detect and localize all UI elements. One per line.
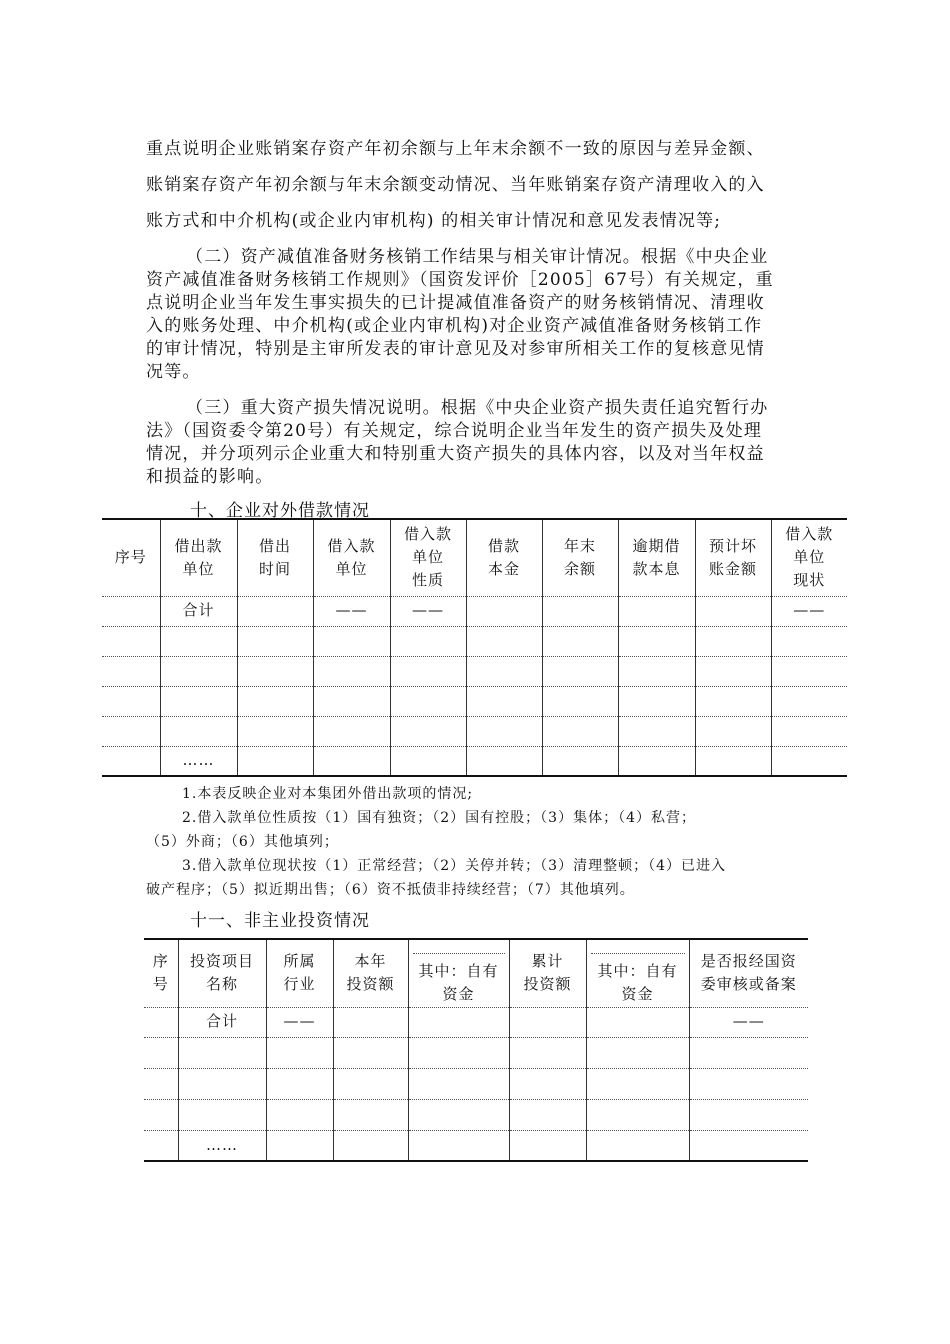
total-row (144, 1007, 808, 1037)
para-line: 的审计情况，特别是主审所发表的审计意见及对参审所相关工作的复核意见情 (146, 339, 765, 359)
header-cell: 是否报经国资 委审核或备案 (689, 939, 808, 1007)
header-cell: 借入款 单位 现状 (771, 519, 847, 596)
header-cell: 本年 投资额 (333, 939, 408, 1007)
para-line: 重点说明企业账销案存资产年初余额与上年末余额不一致的原因与差异金额、 (146, 139, 765, 159)
table-cell (237, 596, 313, 626)
para-line: 账销案存资产年初余额与年末余额变动情况、当年账销案存资产清理收入的入 (146, 175, 765, 195)
table-cell (509, 1007, 586, 1037)
para-line: （二）资产减值准备财务核销工作结果与相关审计情况。根据《中央企业 (186, 247, 769, 267)
table-header-row (102, 519, 847, 596)
note-line: 2.借入款单位性质按（1）国有独资；（2）国有控股；（3）集体；（4）私营； (182, 810, 696, 826)
total-row (102, 596, 847, 626)
table-cell: 合计 (178, 1007, 266, 1037)
ellipsis-row (102, 746, 847, 776)
header-cell: 序 号 (144, 939, 178, 1007)
table-cell: —— (313, 596, 390, 626)
loan-table (102, 518, 847, 777)
header-cell: 其中：自有 资金 (586, 939, 689, 1007)
ellipsis-cell: …… (160, 746, 237, 776)
ellipsis-cell: …… (178, 1130, 266, 1161)
table-row (102, 686, 847, 716)
table-row (102, 656, 847, 686)
note-line: 破产程序；（5）拟近期出售；（6）资不抵债非持续经营；（7）其他填列。 (146, 882, 635, 898)
para-line: 和损益的影响。 (146, 467, 274, 487)
header-cell: 借入款 单位 (313, 519, 390, 596)
header-cell: 预计坏 账金额 (695, 519, 771, 596)
table-cell: —— (689, 1007, 808, 1037)
paragraph-3 (146, 397, 806, 489)
header-cell: 借出款 单位 (160, 519, 237, 596)
ellipsis-row (144, 1130, 808, 1161)
paragraph-2 (146, 246, 806, 384)
para-line: 情况，并分项列示企业重大和特别重大资产损失的具体内容，以及对当年权益 (146, 444, 765, 464)
table-cell (144, 1007, 178, 1037)
loan-table-notes (146, 782, 810, 902)
section-11-title: 十一、非主业投资情况 (190, 911, 370, 931)
header-cell: 累计 投资额 (509, 939, 586, 1007)
table-cell (618, 596, 695, 626)
table-cell: 合计 (160, 596, 237, 626)
header-cell: 投资项目 名称 (178, 939, 266, 1007)
note-line: （5）外商；（6）其他填列； (146, 834, 339, 850)
paragraph-1 (146, 138, 806, 232)
table-cell (542, 596, 618, 626)
table-cell (586, 1007, 689, 1037)
table-cell (695, 596, 771, 626)
table-cell: —— (771, 596, 847, 626)
para-line: 况等。 (146, 362, 201, 382)
table-cell: —— (266, 1007, 333, 1037)
note-line: 3.借入款单位现状按（1）正常经营；（2）关停并转；（3）清理整顿；（4）已进入 (182, 858, 726, 874)
table-row (144, 1099, 808, 1130)
para-line: 点说明企业当年发生事实损失的已计提减值准备资产的财务核销情况、清理收 (146, 293, 765, 313)
table-row (102, 716, 847, 746)
table-row (144, 1068, 808, 1099)
section-10-title: 十、企业对外借款情况 (190, 501, 370, 521)
header-cell: 年末 余额 (542, 519, 618, 596)
para-line: 资产减值准备财务核销工作规则》（国资发评价［2005］67号）有关规定，重 (146, 270, 774, 290)
table-cell (408, 1007, 509, 1037)
header-cell: 逾期借 款本息 (618, 519, 695, 596)
para-line: 入的账务处理、中介机构(或企业内审机构)对企业资产减值准备财务核销工作 (146, 316, 763, 336)
header-cell: 其中：自有 资金 (408, 939, 509, 1007)
para-line: （三）重大资产损失情况说明。根据《中央企业资产损失责任追究暂行办 (186, 398, 769, 418)
table-row (102, 626, 847, 656)
table-row (144, 1037, 808, 1068)
header-cell: 借款 本金 (466, 519, 542, 596)
header-cell: 所属 行业 (266, 939, 333, 1007)
header-cell: 借出 时间 (237, 519, 313, 596)
table-cell (466, 596, 542, 626)
note-line: 1.本表反映企业对本集团外借出款项的情况; (182, 786, 474, 802)
header-cell: 借入款 单位 性质 (390, 519, 466, 596)
header-cell: 序号 (102, 519, 160, 596)
para-line: 账方式和中介机构(或企业内审机构) 的相关审计情况和意见发表情况等; (146, 211, 722, 231)
investment-table (144, 938, 808, 1162)
table-cell (333, 1007, 408, 1037)
para-line: 法》（国资委令第20号）有关规定，综合说明企业当年发生的资产损失及处理 (146, 421, 763, 441)
table-cell: —— (390, 596, 466, 626)
table-header-row (144, 939, 808, 1007)
table-cell (102, 596, 160, 626)
